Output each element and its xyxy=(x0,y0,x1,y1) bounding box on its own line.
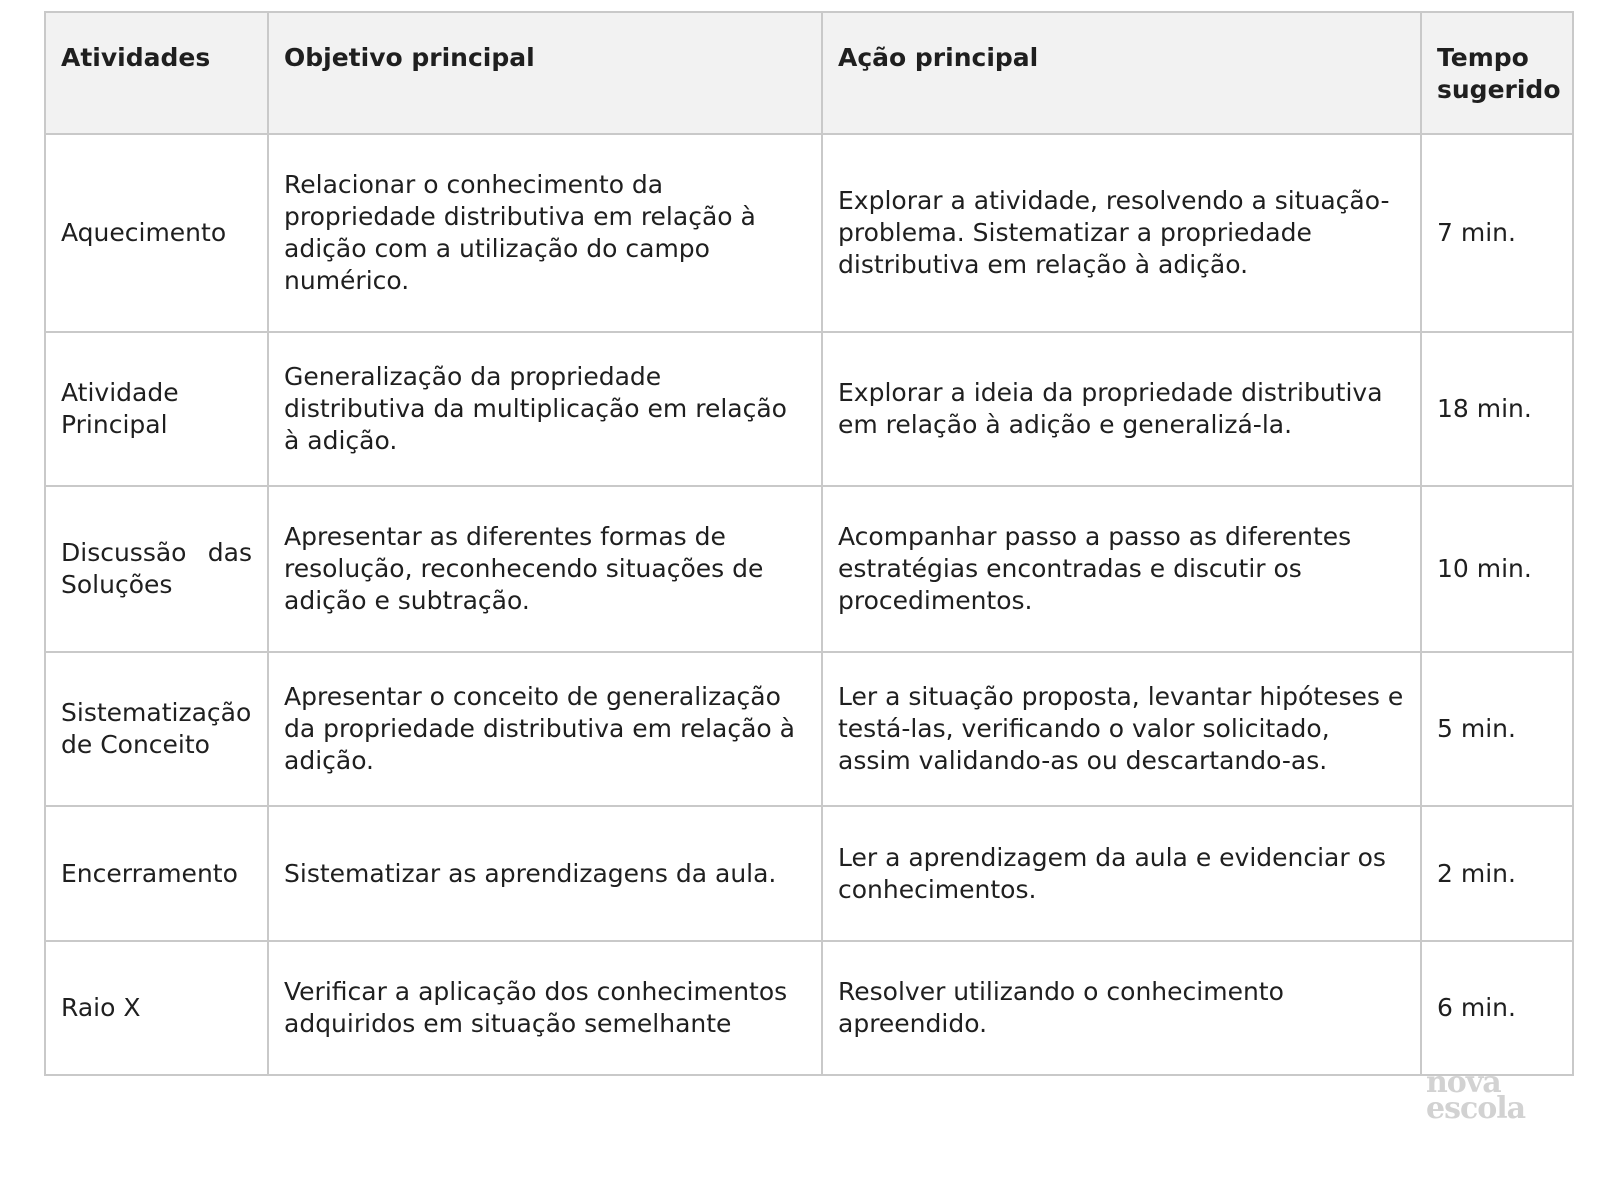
header-row xyxy=(45,12,1573,134)
table-row xyxy=(45,134,1573,332)
logo-line-nova: nova xyxy=(1426,1065,1501,1100)
cell-atividade: Raio X xyxy=(45,941,268,1075)
header-atividades: Atividades xyxy=(45,12,268,134)
cell-acao: Explorar a atividade, resolvendo a situação-problema. Sistematizar a propriedade distributiva em relação à adição. xyxy=(822,134,1421,332)
cell-objetivo: Generalização da propriedade distributiva da multiplicação em relação à adição. xyxy=(268,332,822,486)
cell-objetivo: Verificar a aplicação dos conhecimentos adquiridos em situação semelhante xyxy=(268,941,822,1075)
cell-tempo: 7 min. xyxy=(1421,134,1573,332)
nova-escola-logo xyxy=(1426,1065,1526,1126)
cell-tempo: 5 min. xyxy=(1421,652,1573,806)
cell-objetivo: Sistematizar as aprendizagens da aula. xyxy=(268,806,822,941)
table-row xyxy=(45,486,1573,652)
table-row xyxy=(45,332,1573,486)
cell-tempo: 10 min. xyxy=(1421,486,1573,652)
table-row xyxy=(45,652,1573,806)
cell-atividade: Encerramento xyxy=(45,806,268,941)
cell-atividade: Atividade Principal xyxy=(45,332,268,486)
cell-acao: Acompanhar passo a passo as diferentes estratégias encontradas e discutir os procedimentos. xyxy=(822,486,1421,652)
cell-tempo: 2 min. xyxy=(1421,806,1573,941)
cell-atividade: Sistematização de Conceito xyxy=(45,652,268,806)
cell-tempo: 18 min. xyxy=(1421,332,1573,486)
cell-objetivo: Apresentar o conceito de generalização da propriedade distributiva em relação à adição. xyxy=(268,652,822,806)
cell-atividade-text: Discussão das Soluções xyxy=(61,538,252,599)
table-row xyxy=(45,941,1573,1075)
cell-acao: Ler a aprendizagem da aula e evidenciar os conhecimentos. xyxy=(822,806,1421,941)
cell-acao: Explorar a ideia da propriedade distributiva em relação à adição e generalizá-la. xyxy=(822,332,1421,486)
header-acao-principal: Ação principal xyxy=(822,12,1421,134)
cell-tempo: 6 min. xyxy=(1421,941,1573,1075)
cell-objetivo: Relacionar o conhecimento da propriedade distributiva em relação à adição com a utilização do campo numérico. xyxy=(268,134,822,332)
cell-atividade: Aquecimento xyxy=(45,134,268,332)
cell-objetivo: Apresentar as diferentes formas de resolução, reconhecendo situações de adição e subtração. xyxy=(268,486,822,652)
cell-acao: Resolver utilizando o conhecimento apreendido. xyxy=(822,941,1421,1075)
header-tempo-sugerido: Tempo sugerido xyxy=(1421,12,1573,134)
header-objetivo-principal: Objetivo principal xyxy=(268,12,822,134)
lesson-plan-table xyxy=(44,11,1574,1076)
cell-acao: Ler a situação proposta, levantar hipóteses e testá-las, verificando o valor solicitado, assim validando-as ou descartando-as. xyxy=(822,652,1421,806)
cell-atividade xyxy=(45,486,268,652)
table-row xyxy=(45,806,1573,941)
logo-line-escola: escola xyxy=(1426,1091,1526,1126)
